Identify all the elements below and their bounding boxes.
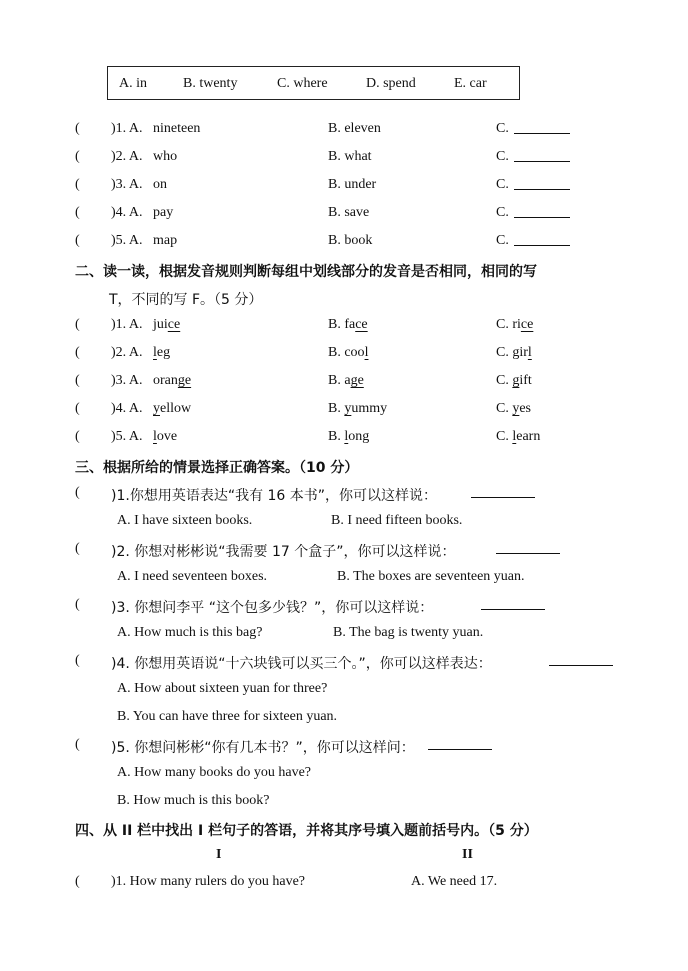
question-prompt: )1.你想用英语表达“我有 16 本书”，你可以这样说： [111, 488, 438, 504]
option-a: who [153, 149, 178, 164]
option-c: C. rice [496, 317, 534, 332]
question-prompt: )5. 你想问彬彬“你有几本书？”，你可以这样问： [111, 740, 415, 756]
column-i-header: I [216, 847, 222, 862]
option-a: nineteen [153, 121, 201, 136]
option-c-label: C. [496, 205, 509, 220]
question-number: )4. A. [111, 401, 143, 416]
answer-paren[interactable]: ( [75, 317, 80, 332]
option-c-label: C. [496, 149, 509, 164]
phonics-row [0, 317, 688, 337]
option-a: on [153, 177, 167, 192]
option-a: yellow [153, 401, 192, 416]
underlined-sound: l [512, 429, 517, 444]
option-c: C. gift [496, 373, 532, 388]
underlined-sound: y [344, 401, 352, 416]
answer-blank[interactable] [471, 485, 535, 503]
option-a: A. I need seventeen boxes. [117, 569, 268, 584]
section-2-heading-cont: T，不同的写 F。（5 分） [109, 292, 263, 308]
underlined-sound: l [153, 345, 157, 360]
answer-blank[interactable] [481, 597, 545, 615]
question-number: )2. A. [111, 149, 143, 164]
section-2-heading: 二、读一读，根据发音规则判断每组中划线部分的发音是否相同，相同的写 [75, 264, 537, 280]
option-b: B. The bag is twenty yuan. [333, 625, 484, 640]
option-row [0, 793, 688, 813]
word-bank-box [107, 66, 520, 100]
option-a: orange [153, 373, 192, 388]
word-bank-item: B. twenty [183, 76, 238, 91]
option-a: pay [153, 205, 174, 220]
option-b: B. book [328, 233, 373, 248]
option-b: B. eleven [328, 121, 381, 136]
answer-paren[interactable]: ( [75, 485, 80, 500]
answer-blank[interactable] [549, 653, 613, 671]
question-row [0, 121, 688, 141]
underlined-sound: l [344, 429, 349, 444]
word-bank-item: E. car [454, 76, 487, 91]
answer-blank[interactable] [496, 541, 560, 559]
option-row [0, 569, 688, 589]
underlined-sound: l [364, 345, 369, 360]
situation-question [0, 597, 688, 617]
option-row [0, 709, 688, 729]
situation-question [0, 653, 688, 673]
option-c: C. yes [496, 401, 532, 416]
question-number: )5. A. [111, 429, 143, 444]
option-b: B. The boxes are seventeen yuan. [337, 569, 525, 584]
question-number: )2. A. [111, 345, 143, 360]
situation-question [0, 541, 688, 561]
option-a: juice [153, 317, 181, 332]
question-row [0, 205, 688, 225]
answer-paren[interactable]: ( [75, 121, 80, 136]
answer-blank[interactable] [514, 205, 570, 223]
column-i-item: )1. How many rulers do you have? [111, 874, 306, 889]
answer-paren[interactable]: ( [75, 429, 80, 444]
option-b: B. under [328, 177, 377, 192]
situation-question [0, 737, 688, 757]
underlined-sound: ce [167, 317, 181, 332]
option-a: A. How about sixteen yuan for three? [117, 681, 328, 696]
word-bank-item: C. where [277, 76, 328, 91]
answer-paren[interactable]: ( [75, 149, 80, 164]
option-c: C. learn [496, 429, 541, 444]
answer-paren[interactable]: ( [75, 401, 80, 416]
column-ii-header: II [462, 847, 473, 862]
answer-blank[interactable] [514, 121, 570, 139]
question-number: )5. A. [111, 233, 143, 248]
option-a: A. How much is this bag? [117, 625, 263, 640]
question-row [0, 233, 688, 253]
answer-blank[interactable] [428, 737, 492, 755]
option-a: map [153, 233, 178, 248]
word-bank-item: D. spend [366, 76, 416, 91]
answer-paren[interactable]: ( [75, 177, 80, 192]
answer-paren[interactable]: ( [75, 653, 80, 668]
underlined-sound: l [527, 345, 532, 360]
question-row [0, 149, 688, 169]
option-b: B. You can have three for sixteen yuan. [117, 709, 338, 724]
answer-blank[interactable] [514, 177, 570, 195]
answer-blank[interactable] [514, 233, 570, 251]
question-prompt: )4. 你想用英语说“十六块钱可以买三个。”，你可以这样表达： [111, 656, 492, 672]
word-bank-item: A. in [119, 76, 147, 91]
underlined-sound: ge [177, 373, 192, 388]
question-number: )3. A. [111, 373, 143, 388]
answer-paren[interactable]: ( [75, 205, 80, 220]
phonics-row [0, 373, 688, 393]
option-a: leg [153, 345, 171, 360]
option-b: B. I need fifteen books. [331, 513, 463, 528]
question-prompt: )3. 你想问李平 “这个包多少钱？”，你可以这样说： [111, 600, 434, 616]
option-c-label: C. [496, 177, 509, 192]
option-b: B. cool [328, 345, 369, 360]
option-c: C. girl [496, 345, 532, 360]
situation-question [0, 485, 688, 505]
column-ii-item: A. We need 17. [411, 874, 498, 889]
phonics-row [0, 429, 688, 449]
question-number: )1. A. [111, 121, 143, 136]
answer-paren[interactable]: ( [75, 233, 80, 248]
option-row [0, 625, 688, 645]
option-row [0, 513, 688, 533]
option-b: B. what [328, 149, 372, 164]
question-number: )4. A. [111, 205, 143, 220]
question-number: )1. A. [111, 317, 143, 332]
section-3-heading: 三、根据所给的情景选择正确答案。（10 分） [75, 460, 359, 476]
option-b: B. yummy [328, 401, 388, 416]
answer-paren[interactable]: ( [75, 373, 80, 388]
question-row [0, 177, 688, 197]
answer-paren[interactable]: ( [75, 345, 80, 360]
underlined-sound: ce [355, 317, 368, 332]
phonics-row [0, 401, 688, 421]
option-b: B. age [328, 373, 364, 388]
option-a: love [153, 429, 178, 444]
underlined-sound: g [512, 373, 520, 388]
underlined-sound: y [153, 401, 160, 416]
answer-paren[interactable]: ( [75, 874, 80, 889]
underlined-sound: ce [520, 317, 534, 332]
matching-row [0, 874, 688, 894]
option-c-label: C. [496, 233, 509, 248]
answer-paren[interactable]: ( [75, 541, 80, 556]
option-a: A. I have sixteen books. [117, 513, 253, 528]
option-b: B. save [328, 205, 370, 220]
option-row [0, 681, 688, 701]
option-a: A. How many books do you have? [117, 765, 312, 780]
answer-blank[interactable] [514, 149, 570, 167]
option-b: B. How much is this book? [117, 793, 270, 808]
answer-paren[interactable]: ( [75, 737, 80, 752]
option-row [0, 765, 688, 785]
question-prompt: )2. 你想对彬彬说“我需要 17 个盒子”，你可以这样说： [111, 544, 456, 560]
section-4-heading: 四、从 II 栏中找出 I 栏句子的答语，并将其序号填入题前括号内。（5 分） [75, 823, 538, 839]
underlined-sound: l [153, 429, 157, 444]
question-number: )3. A. [111, 177, 143, 192]
answer-paren[interactable]: ( [75, 597, 80, 612]
option-c-label: C. [496, 121, 509, 136]
option-b: B. long [328, 429, 370, 444]
option-b: B. face [328, 317, 368, 332]
underlined-sound: ge [350, 373, 364, 388]
underlined-sound: y [512, 401, 520, 416]
phonics-row [0, 345, 688, 365]
